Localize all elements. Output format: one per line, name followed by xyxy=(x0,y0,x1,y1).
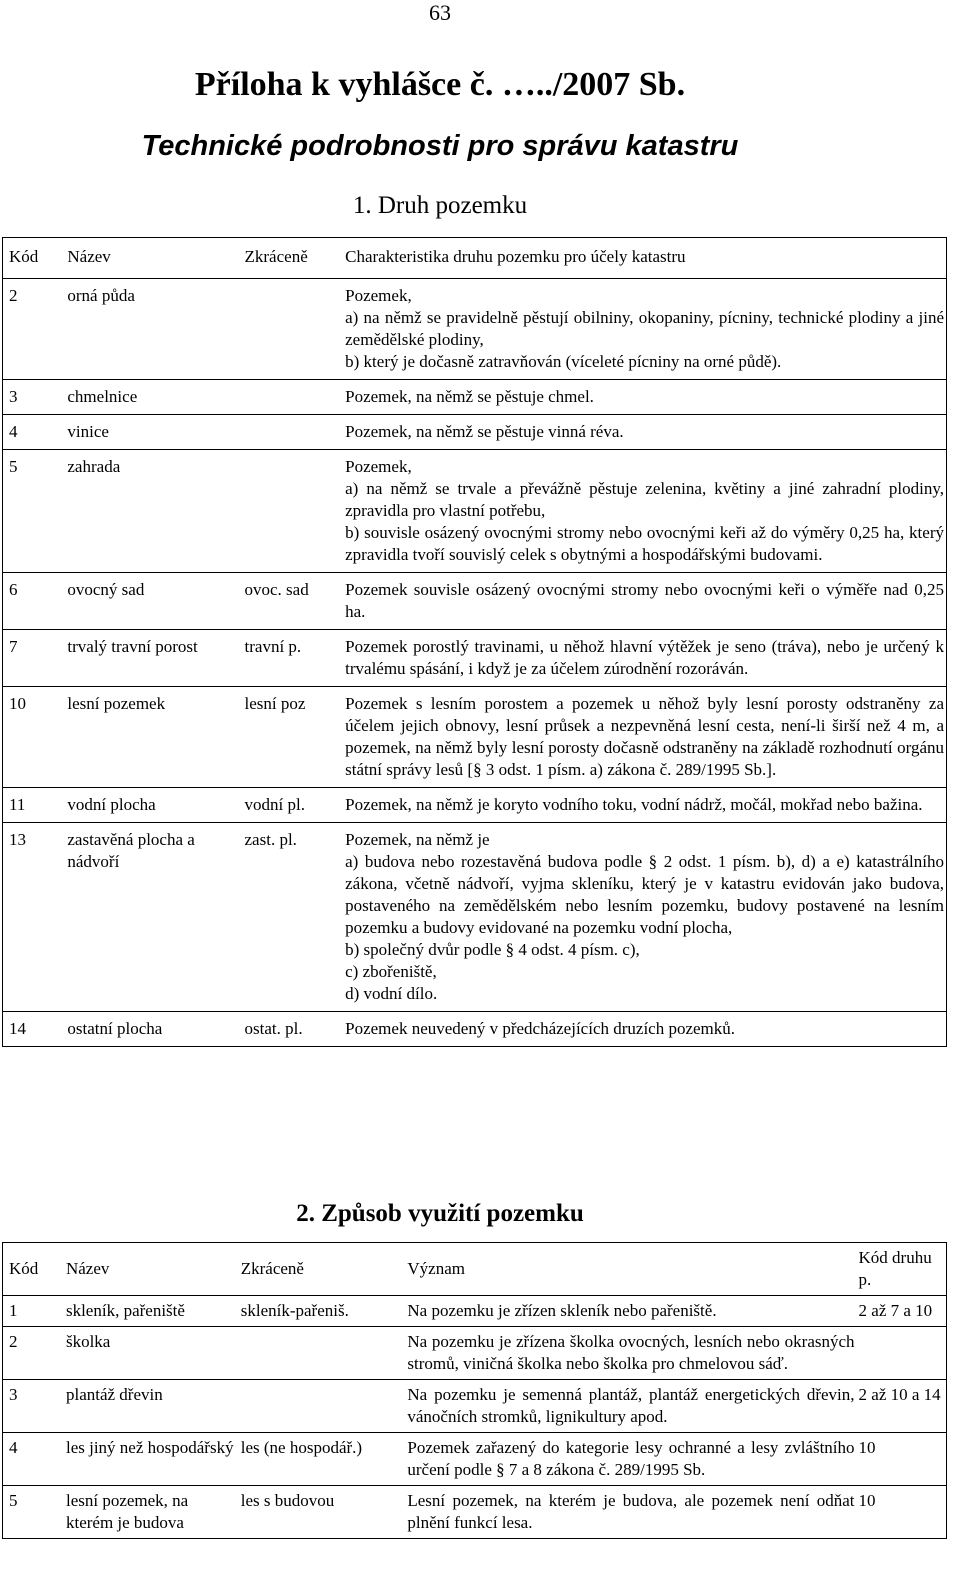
characteristic-line: Pozemek, na němž se pěstuje vinná réva. xyxy=(345,422,624,441)
row-code: 2 xyxy=(3,1327,64,1380)
row-characteristic xyxy=(343,450,946,573)
table-row xyxy=(3,687,947,788)
characteristic-line: Pozemek s lesním porostem a pozemek u něhož byly lesní porosty odstraněny za účelem jejich obnovy, lesní průsek a nezpevněná lesní cesta, není-li širší než 4 m, a pozemek, na němž byly lesní porosty dočasně odstraněny na základě rozhodnutí orgánu státní správy lesů [§ 3 odst. 1 písm. a) zákona č. 289/1995 Sb.]. xyxy=(345,694,944,779)
header-kod-druhu: Kód druhu p. xyxy=(857,1243,947,1296)
row-abbrev xyxy=(243,450,344,573)
table-row xyxy=(3,450,947,573)
table-row xyxy=(3,1486,947,1539)
row-characteristic xyxy=(343,573,946,630)
table-row xyxy=(3,573,947,630)
row-name: trvalý travní porost xyxy=(65,630,242,687)
row-abbrev: skleník-pařeniš. xyxy=(239,1296,406,1327)
table-row xyxy=(3,1296,947,1327)
row-characteristic xyxy=(343,823,946,1012)
characteristic-line: Pozemek, na němž je xyxy=(345,830,490,849)
row-abbrev xyxy=(239,1380,406,1433)
characteristic-line: a) na němž se trvale a převážně pěstuje zelenina, květiny a jiné zahradní plodiny, zpravidla pro vlastní potřebu, xyxy=(345,479,944,520)
row-name: vodní plocha xyxy=(65,788,242,823)
row-code: 13 xyxy=(3,823,66,1012)
row-meaning: Na pozemku je zřízena školka ovocných, lesních nebo okrasných stromů, viničná školka nebo školka pro chmelovou sáď. xyxy=(405,1327,856,1380)
section2-heading: 2. Způsob využití pozemku xyxy=(296,1200,584,1227)
row-land-type-code: 2 až 10 a 14 xyxy=(857,1380,947,1433)
row-abbrev xyxy=(243,380,344,415)
row-name: zastavěná plocha a nádvoří xyxy=(65,823,242,1012)
row-code: 2 xyxy=(3,279,66,380)
header-nazev: Název xyxy=(65,238,242,279)
row-name: les jiný než hospodářský xyxy=(64,1433,239,1486)
characteristic-line: a) budova nebo rozestavěná budova podle § 2 odst. 1 písm. b), d) a e) katastrálního zákona, včetně nádvoří, vyjma skleníku, který je v katastru evidován jako budova, postaveného na zemědělském nebo lesním pozemku, budovy postavené na lesním pozemku a budovy evidované na pozemku vodní plocha, xyxy=(345,852,944,937)
characteristic-line: Pozemek, xyxy=(345,286,412,305)
row-code: 5 xyxy=(3,450,66,573)
row-code: 10 xyxy=(3,687,66,788)
row-code: 4 xyxy=(3,415,66,450)
table-row xyxy=(3,279,947,380)
row-characteristic xyxy=(343,687,946,788)
table-row xyxy=(3,630,947,687)
header-nazev: Název xyxy=(64,1243,239,1296)
row-name: lesní pozemek, na kterém je budova xyxy=(65,1491,189,1532)
page-number: 63 xyxy=(429,0,451,25)
header-kod: Kód xyxy=(3,238,66,279)
row-abbrev: lesní poz xyxy=(243,687,344,788)
row-meaning: Pozemek zařazený do kategorie lesy ochranné a lesy zvláštního určení podle § 7 a 8 zákona č. 289/1995 Sb. xyxy=(405,1433,856,1486)
document-title: Příloha k vyhlášce č. …../2007 Sb. xyxy=(194,66,686,103)
characteristic-line: c) zbořeniště, xyxy=(345,962,437,981)
row-characteristic xyxy=(343,415,946,450)
row-abbrev: les s budovou xyxy=(240,1491,335,1510)
row-code: 5 xyxy=(9,1491,18,1510)
row-abbrev: travní p. xyxy=(243,630,344,687)
table-row xyxy=(3,380,947,415)
section1-heading: 1. Druh pozemku xyxy=(352,192,528,219)
row-abbrev: zast. pl. xyxy=(243,823,344,1012)
row-name: ovocný sad xyxy=(65,573,242,630)
characteristic-line: Pozemek porostlý travinami, u něhož hlavní výtěžek je seno (tráva), nebo je určený k trvalému spásání, i když je za účelem zúrodnění rozoráván. xyxy=(345,637,944,678)
row-code: 14 xyxy=(9,1019,26,1038)
characteristic-line: a) na němž se pravidelně pěstují obilniny, okopaniny, pícniny, technické plodiny a jiné zemědělské plodiny, xyxy=(345,308,944,349)
table-row xyxy=(3,823,947,1012)
header-zkracene: Zkráceně xyxy=(243,238,344,279)
row-meaning: Lesní pozemek, na kterém je budova, ale pozemek není odňat plnění funkcí lesa. xyxy=(407,1491,855,1532)
row-name: skleník, pařeniště xyxy=(64,1296,239,1327)
table-row xyxy=(3,1433,947,1486)
row-code: 3 xyxy=(3,1380,64,1433)
table-header-row xyxy=(3,238,947,279)
characteristic-line: d) vodní dílo. xyxy=(345,984,438,1003)
table-row xyxy=(3,1327,947,1380)
land-use-table xyxy=(2,1242,947,1539)
row-code: 7 xyxy=(3,630,66,687)
row-abbrev xyxy=(243,279,344,380)
row-land-type-code xyxy=(857,1327,947,1380)
row-meaning: Na pozemku je semenná plantáž, plantáž energetických dřevin, vánočních stromků, lignikultury apod. xyxy=(405,1380,856,1433)
document-subtitle: Technické podrobnosti pro správu katastru xyxy=(141,130,739,162)
row-characteristic xyxy=(343,380,946,415)
row-name: školka xyxy=(64,1327,239,1380)
header-zkracene: Zkráceně xyxy=(239,1243,406,1296)
row-land-type-code: 2 až 7 a 10 xyxy=(857,1296,947,1327)
header-charakteristika: Charakteristika druhu pozemku pro účely katastru xyxy=(343,238,946,279)
row-name: ostatní plocha xyxy=(67,1019,163,1038)
characteristic-line: Pozemek, na němž je koryto vodního toku, vodní nádrž, močál, mokřad nebo bažina. xyxy=(345,795,923,814)
row-characteristic xyxy=(343,788,946,823)
row-characteristic xyxy=(343,1012,946,1047)
row-code: 4 xyxy=(3,1433,64,1486)
characteristic-line: b) který je dočasně zatravňován (víceleté pícniny na orné půdě). xyxy=(345,352,782,371)
row-abbrev: ostat. pl. xyxy=(244,1019,303,1038)
row-abbrev xyxy=(243,415,344,450)
row-characteristic xyxy=(343,630,946,687)
characteristic-line: Pozemek, xyxy=(345,457,412,476)
table-header-row xyxy=(3,1243,947,1296)
land-type-table xyxy=(2,237,947,1047)
row-code: 1 xyxy=(3,1296,64,1327)
table-row xyxy=(3,1012,947,1047)
header-vyznam: Význam xyxy=(405,1243,856,1296)
row-name: orná půda xyxy=(65,279,242,380)
row-name: zahrada xyxy=(65,450,242,573)
row-characteristic xyxy=(343,279,946,380)
table-row xyxy=(3,1380,947,1433)
row-name: chmelnice xyxy=(65,380,242,415)
row-name: lesní pozemek xyxy=(65,687,242,788)
row-meaning: Na pozemku je zřízen skleník nebo pařeniště. xyxy=(405,1296,856,1327)
table-row xyxy=(3,788,947,823)
characteristic-line: Pozemek, na němž se pěstuje chmel. xyxy=(345,387,594,406)
row-code: 11 xyxy=(3,788,66,823)
row-code: 6 xyxy=(3,573,66,630)
table-row xyxy=(3,415,947,450)
row-land-type-code: 10 xyxy=(858,1491,876,1510)
characteristic-line: b) souvisle osázený ovocnými stromy nebo ovocnými keři až do výměry 0,25 ha, který zpravidla tvoří souvislý celek s obytnými a hospodářskými budovami. xyxy=(345,523,944,564)
row-abbrev xyxy=(239,1327,406,1380)
row-abbrev: ovoc. sad xyxy=(243,573,344,630)
characteristic-line: Pozemek souvisle osázený ovocnými stromy nebo ovocnými keři o výměře nad 0,25 ha. xyxy=(345,580,944,621)
row-abbrev: vodní pl. xyxy=(243,788,344,823)
characteristic-line: b) společný dvůr podle § 4 odst. 4 písm. c), xyxy=(345,940,640,959)
characteristic-line: Pozemek neuvedený v předcházejících druzích pozemků. xyxy=(345,1019,736,1038)
row-name: vinice xyxy=(65,415,242,450)
row-name: plantáž dřevin xyxy=(64,1380,239,1433)
row-land-type-code: 10 xyxy=(857,1433,947,1486)
header-kod: Kód xyxy=(3,1243,64,1296)
row-code: 3 xyxy=(3,380,66,415)
row-abbrev: les (ne hospodář.) xyxy=(239,1433,406,1486)
